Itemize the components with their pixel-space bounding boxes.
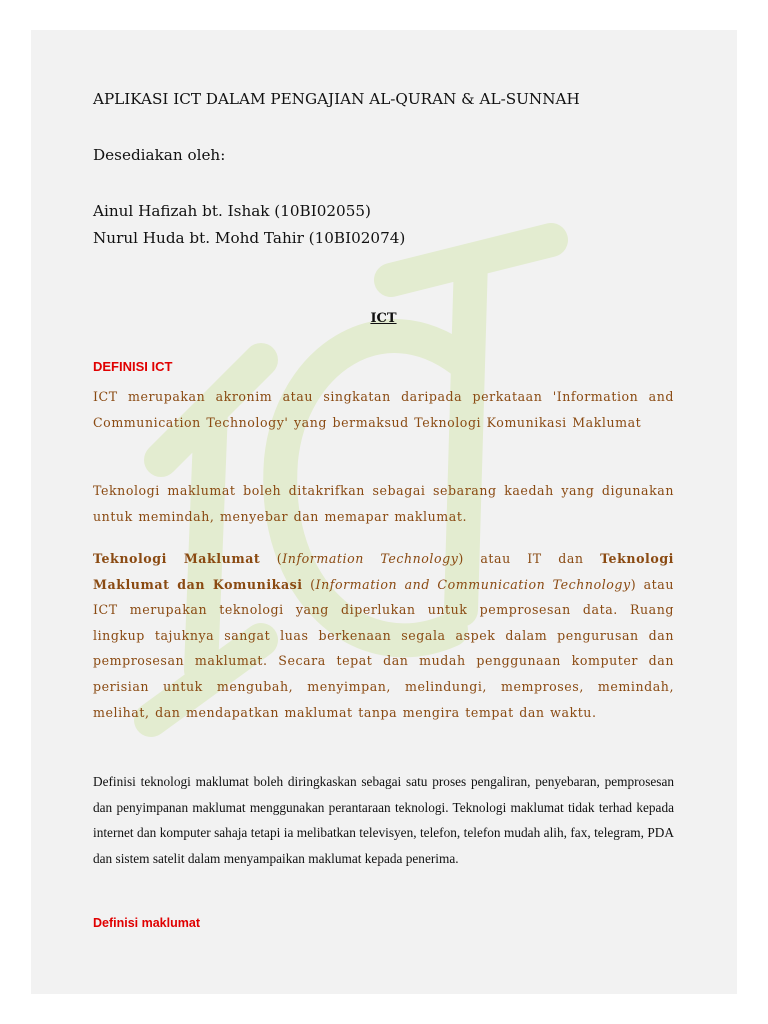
paragraph-3-rest: ) atau ICT merupakan teknologi yang diperlukan untuk pemprosesan data. Ruang lingkup tajuknya sangat luas berkenaan segala aspek dalam pengurusan dan pemprosesan maklumat. Secara tepat dan mudah penggunaan komputer dan perisian untuk mengubah, menyimpan, melindungi, memproses, memindah, melihat, dan mendapatkan maklumat tanpa mengira tempat dan waktu. — [93, 576, 674, 720]
term-teknologi-maklumat: Teknologi Maklumat — [93, 551, 261, 566]
document-page — [31, 30, 737, 994]
paragraph-3-mid: ) atau IT dan — [458, 551, 601, 566]
definisi-maklumat-heading: Definisi maklumat — [93, 916, 200, 930]
term-information-technology: Information Technology — [282, 551, 459, 566]
author-2: Nurul Huda bt. Mohd Tahir (10BI02074) — [93, 229, 406, 247]
prepared-by-label: Desediakan oleh: — [93, 146, 226, 164]
author-1: Ainul Hafizah bt. Ishak (10BI02055) — [93, 202, 371, 220]
paren-1: ( — [260, 551, 283, 566]
document-title: APLIKASI ICT DALAM PENGAJIAN AL-QURAN & AL-SUNNAH — [93, 90, 580, 108]
section-title: ICT — [370, 311, 397, 326]
paragraph-3 — [93, 546, 674, 725]
paren-2: ( — [302, 576, 316, 592]
paragraph-4: Definisi teknologi maklumat boleh diringkaskan sebagai satu proses pengaliran, penyebaran, pemprosesan dan penyimpanan maklumat menggunakan perantaraan teknologi. Teknologi maklumat tidak terhad kepada internet dan komputer sahaja tetapi ia melibatkan televisyen, telefon, telefon mudah alih, fax, telegram, PDA dan sistem satelit dalam menyampaikan maklumat kepada penerima. — [93, 774, 674, 866]
term-teknologi-maklumat-komunikasi: Teknologi Maklumat dan Komunikasi — [93, 551, 675, 592]
term-ict-english: Information and Communication Technology — [315, 576, 631, 592]
paragraph-2: Teknologi maklumat boleh ditakrifkan sebagai sebarang kaedah yang digunakan untuk memindah, menyebar dan memapar maklumat. — [93, 483, 674, 524]
definisi-ict-heading: DEFINISI ICT — [93, 359, 173, 374]
paragraph-1: ICT merupakan akronim atau singkatan daripada perkataan 'Information and Communication Technology' yang bermaksud Teknologi Komunikasi Maklumat — [93, 389, 674, 430]
